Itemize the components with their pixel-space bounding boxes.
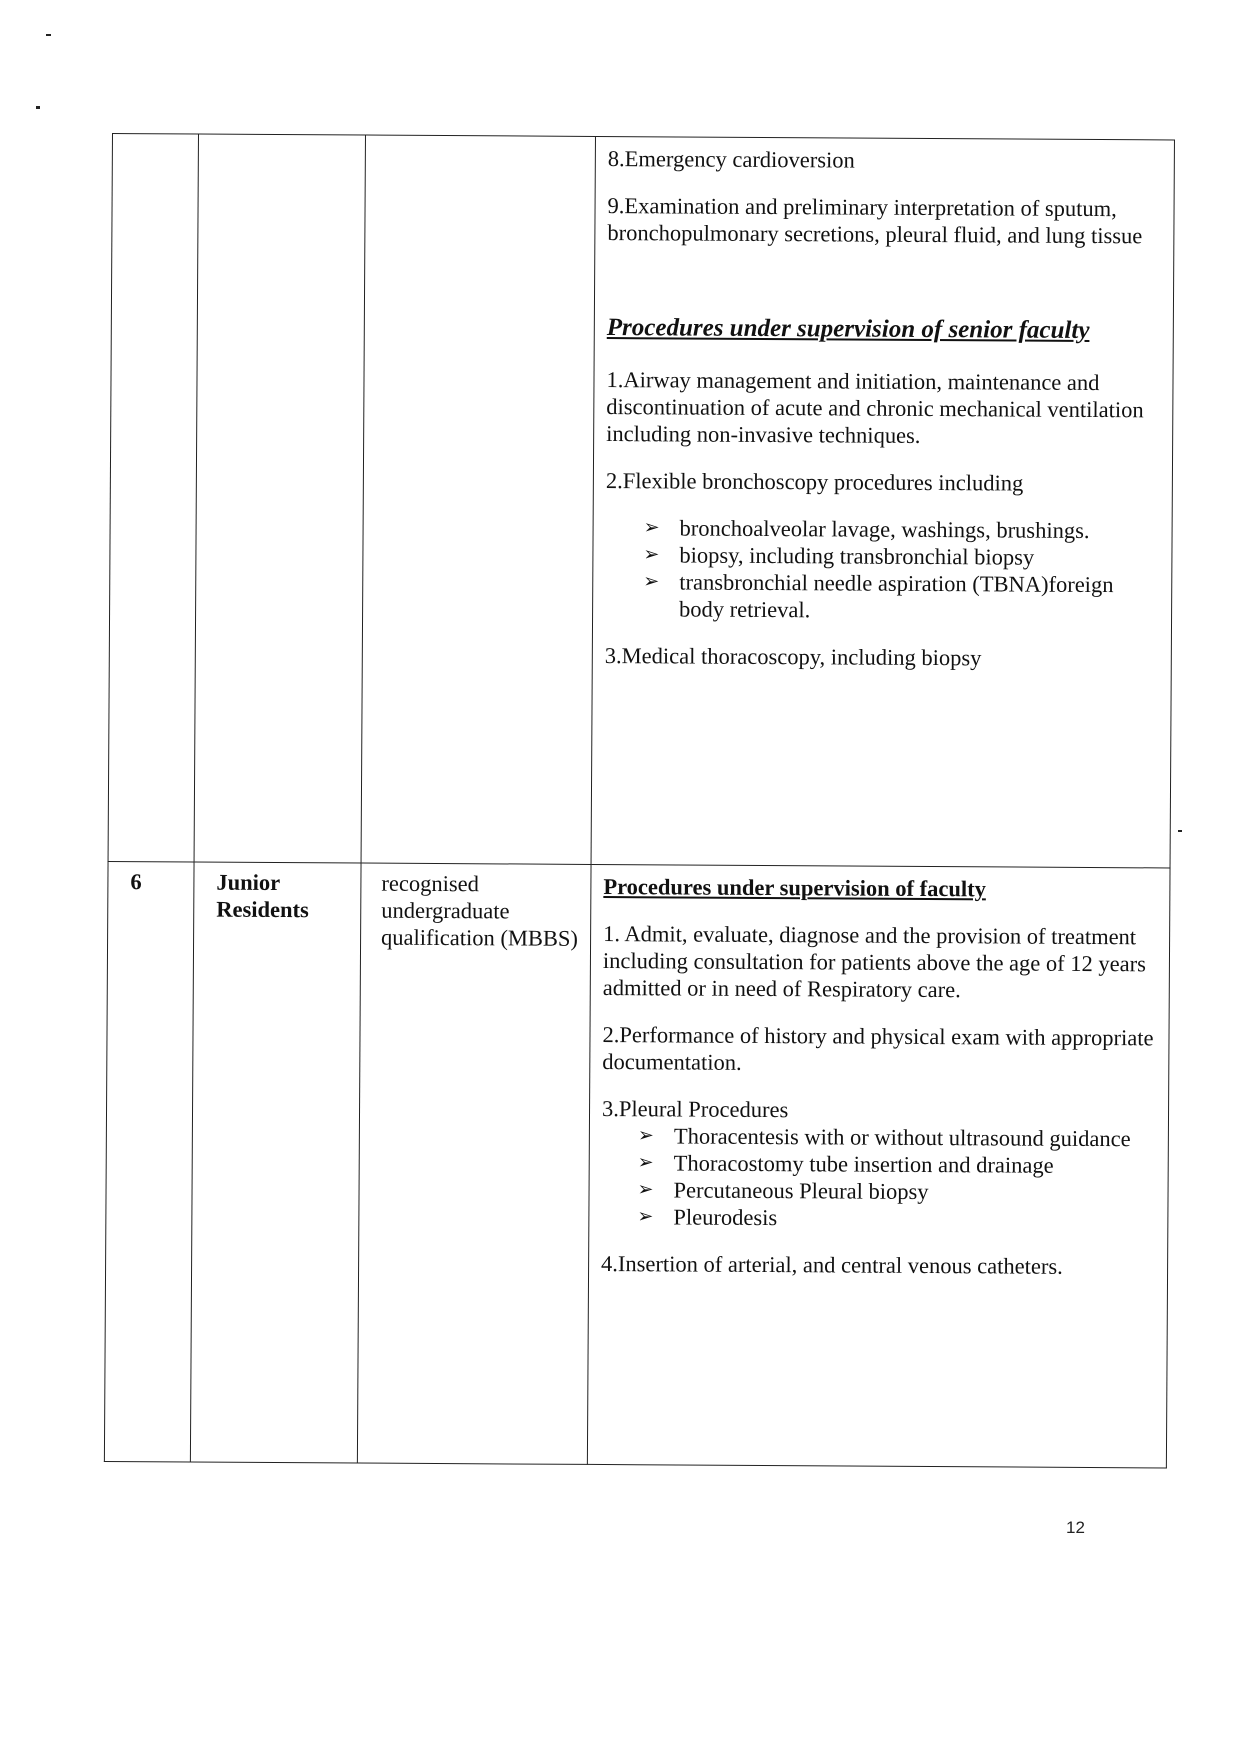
procedure-item: 2.Performance of history and physical exam with appropriate documentation. xyxy=(602,1022,1154,1075)
section-heading-senior: Procedures under supervision of senior faculty xyxy=(606,314,1090,344)
category-cell xyxy=(190,862,361,1463)
procedure-item: 1.Airway management and initiation, maintenance and discontinuation of acute and chronic mechanical ventilation including non-invasive techniques. xyxy=(606,367,1144,448)
table-row xyxy=(104,861,1170,1467)
list-item: ➢ Thoracostomy tube insertion and drainage xyxy=(637,1150,1054,1178)
procedure-item: 3.Pleural Procedures xyxy=(601,1096,789,1123)
serial-cell xyxy=(104,861,194,1462)
arrow-bullet-icon: ➢ xyxy=(637,1179,654,1201)
qualification-cell xyxy=(357,863,591,1464)
arrow-bullet-icon: ➢ xyxy=(643,517,660,539)
qualification-cell-empty xyxy=(361,135,595,864)
list-item: ➢ Pleurodesis xyxy=(637,1204,778,1231)
scan-speck xyxy=(46,34,51,36)
qualification-text: recognised undergraduate qualification (MBBS) xyxy=(381,870,579,951)
arrow-bullet-icon: ➢ xyxy=(637,1125,654,1147)
scan-speck xyxy=(36,106,40,109)
duties-cell xyxy=(587,864,1170,1468)
procedure-item: 1. Admit, evaluate, diagnose and the provision of treatment including consultation for patients above the age of 12 years admitted or in need of Respiratory care. xyxy=(602,921,1146,1003)
procedure-item: 4.Insertion of arterial, and central venous catheters. xyxy=(601,1251,1063,1279)
duty-item: 9.Examination and preliminary interpretation of sputum, bronchopulmonary secretions, pleural fluid, and lung tissue xyxy=(607,193,1143,249)
bullet-list xyxy=(605,514,1158,625)
arrow-bullet-icon: ➢ xyxy=(637,1206,654,1228)
list-item: ➢ biopsy, including transbronchial biopsy xyxy=(643,542,1035,570)
list-item: ➢ transbronchial needle aspiration (TBNA)foreign body retrieval. xyxy=(643,569,1114,623)
arrow-bullet-icon: ➢ xyxy=(643,544,660,566)
serial-cell-empty xyxy=(108,134,198,863)
duty-item: 8.Emergency cardioversion xyxy=(607,146,855,173)
scan-speck xyxy=(1178,830,1182,832)
duties-cell-continued xyxy=(591,136,1174,868)
serial-number: 6 xyxy=(130,869,142,895)
category-name: Junior Residents xyxy=(216,869,309,923)
list-item: ➢ bronchoalveolar lavage, washings, brushings. xyxy=(643,515,1090,543)
category-cell-empty xyxy=(194,134,365,863)
document-table xyxy=(104,133,1175,1468)
page-number: 12 xyxy=(1066,1518,1085,1537)
procedure-item: 3.Medical thoracoscopy, including biopsy xyxy=(604,643,982,671)
arrow-bullet-icon: ➢ xyxy=(637,1152,654,1174)
list-item: ➢ Percutaneous Pleural biopsy xyxy=(637,1177,929,1205)
procedure-item: 2.Flexible bronchoscopy procedures including xyxy=(605,468,1024,496)
section-heading-faculty: Procedures under supervision of faculty xyxy=(603,874,986,902)
arrow-bullet-icon: ➢ xyxy=(643,571,660,593)
bullet-list xyxy=(601,1122,1154,1233)
list-item: ➢ Thoracentesis with or without ultrasound guidance xyxy=(637,1123,1131,1152)
table-row-continued xyxy=(108,134,1174,868)
